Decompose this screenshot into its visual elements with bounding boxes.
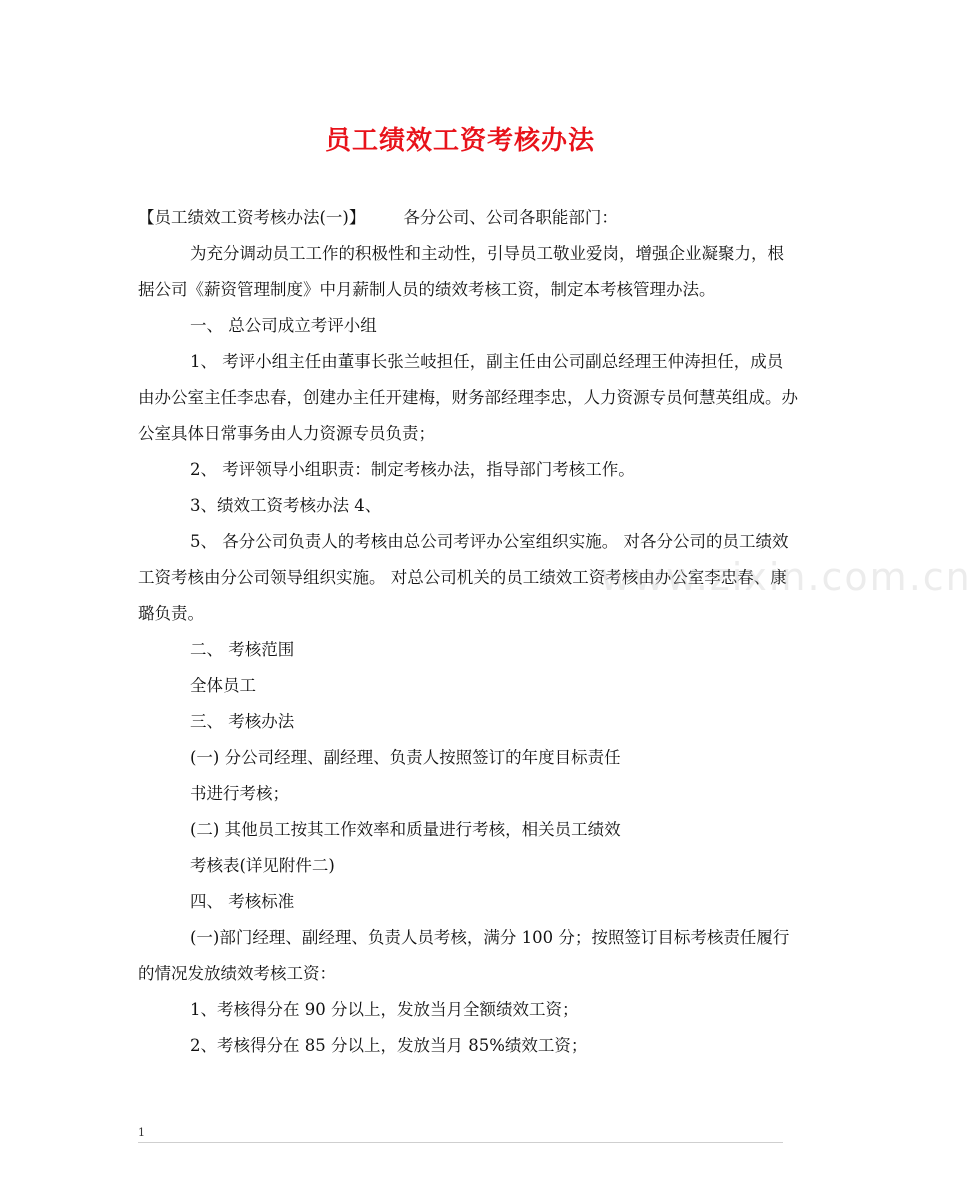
paragraph-1	[138, 200, 798, 236]
footer-divider	[138, 1142, 783, 1143]
paragraph-11: (一) 分公司经理、副经理、负责人按照签订的年度目标责任	[190, 748, 621, 767]
paragraph-8: 二、 考核范围	[190, 640, 295, 659]
paragraph-15: 四、 考核标准	[190, 892, 295, 911]
paragraph-7: 5、 各分公司负责人的考核由总公司考评办公室组织实施。 对各分公司的员工绩效工资考核由分公司领导组织实施。 对总公司机关的员工绩效工资考核由办公室李忠春、康璐负责。	[138, 532, 789, 623]
addressee-text: 各分公司、公司各职能部门：	[403, 208, 618, 227]
page-number: 1	[138, 1126, 145, 1139]
paragraph-17: 1、考核得分在 90 分以上，发放当月全额绩效工资；	[190, 1000, 579, 1019]
document-body	[138, 200, 798, 1064]
paragraph-2: 为充分调动员工工作的积极性和主动性，引导员工敬业爱岗，增强企业凝聚力，根据公司《薪资管理制度》中月薪制人员的绩效考核工资，制定本考核管理办法。	[138, 244, 784, 299]
paragraph-10: 三、 考核办法	[190, 712, 295, 731]
document-title: 员工绩效工资考核办法	[324, 126, 595, 156]
paragraph-16: (一)部门经理、副经理、负责人员考核，满分 100 分；按照签订目标考核责任履行的情况发放绩效考核工资：	[138, 928, 790, 983]
paragraph-13: (二) 其他员工按其工作效率和质量进行考核，相关员工绩效	[190, 820, 621, 839]
paragraph-18: 2、考核得分在 85 分以上，发放当月 85%绩效工资；	[190, 1036, 588, 1055]
watermark: www.zixin.com.cn	[600, 555, 972, 599]
paragraph-4: 1、 考评小组主任由董事长张兰岐担任，副主任由公司副总经理王仲涛担任，成员由办公室主任李忠春，创建办主任开建梅，财务部经理李忠，人力资源专员何慧英组成。办公室具体日常事务由人力资源专员负责；	[138, 352, 798, 443]
paragraph-9: 全体员工	[190, 676, 256, 695]
paragraph-14: 考核表(详见附件二)	[190, 856, 335, 875]
section-label: 【员工绩效工资考核办法(一)】	[138, 208, 366, 227]
paragraph-5: 2、 考评领导小组职责：制定考核办法，指导部门考核工作。	[190, 460, 635, 479]
paragraph-12: 书进行考核；	[190, 784, 289, 803]
paragraph-6: 3、绩效工资考核办法 4、	[190, 496, 382, 515]
paragraph-3: 一、 总公司成立考评小组	[190, 316, 377, 335]
